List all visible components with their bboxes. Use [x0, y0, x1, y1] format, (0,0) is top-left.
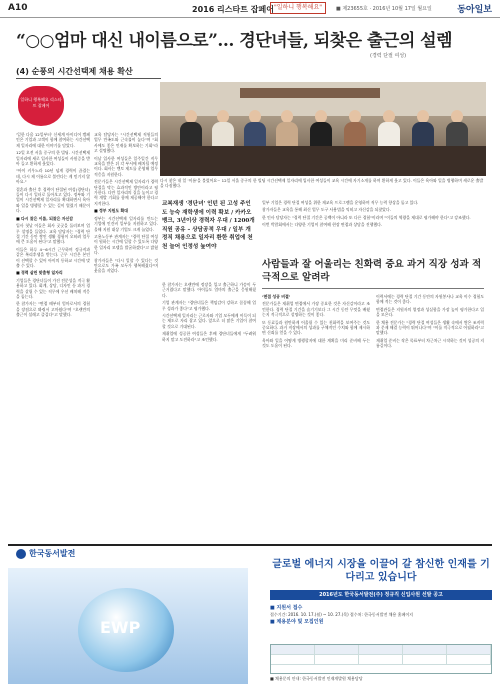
- article-paragraph: 이들은 하루 4~6시간 근무하며 정규직과 같은 복리후생을 받는다. 근무 시간은 본인이 선택할 수 있어 아이의 등하교 시간에 맞출 수 있다.: [16, 246, 90, 268]
- heart-logo: [16, 84, 66, 128]
- article-paragraph: "아이 키우느라 10년 넘게 경력이 끊겼는데, 다시 제 이름으로 불린다는 게 믿기지 않아요.": [16, 168, 90, 185]
- ad-info-heading-2: ■ 채용분야 및 모집인원: [270, 619, 324, 625]
- issue-date: ■ 제23655호 · 2016년 10월 17일 월요일: [336, 6, 432, 12]
- article-paragraph: 12일 오전 서울 중구의 한 빌딩. 시간선택제 일자리에 새로 입사한 여성들이 사원증을 받아 들고 환하게 웃었다.: [16, 150, 90, 167]
- advertisement: [8, 549, 492, 684]
- article-paragraph: 입사 첫날 이들은 회사 곳곳을 둘러보며 업무 설명을 들었다. 교육 담당자는 "경력 단절 기간 동안 쌓인 생활 경험이 오히려 업무에 큰 도움이 된다"고 말했다.: [16, 223, 90, 245]
- article-column-3: [162, 282, 256, 540]
- article-paragraph: 기업들은 경단녀들이 가진 전문성을 적극 활용하고 있다. 회계, 상담, 디자인 등 과거 경력을 살릴 수 있는 직무에 우선 배치해 적응을 돕는다.: [16, 277, 90, 299]
- ad-info-heading-1: ■ 지원서 접수: [270, 605, 303, 611]
- article-paragraph: 결혼과 출산 후 경력이 단절된 여성(경단녀)들이 다시 일터로 돌아오고 있다. 정부와 기업이 시간선택제 일자리를 확대하면서 육아와 일을 병행할 수 있는 길이 열렸기 때문이다.: [16, 186, 90, 214]
- section-title: 2016 리스타트 잡페어: [192, 5, 274, 14]
- article-paragraph: 참가자들은 교육을 통해 최신 업무 도구 사용법을 익히고 자신감을 되찾았다.: [262, 207, 391, 213]
- article-subheading: ■ 다시 찾은 이름, 되찾은 자신감: [16, 215, 74, 221]
- article-paragraph: 전문가들은 재취업 면접에서 가장 중요한 것은 자신감이라고 조언한다. 경력 단절 기간을 숨기기보다 그 시간 동안 무엇을 배웠는지 적극적으로 설명하는 것이 좋다.: [262, 301, 370, 318]
- sidebar-column-2: [376, 294, 484, 540]
- article-paragraph: 이날 입사한 여성들은 일주일간 직무 교육을 받은 뒤 각 부서에 배치될 예정이다. 회사는 멘토 제도를 운영해 업무 적응을 지원한다.: [94, 155, 158, 177]
- article-column-2: [94, 132, 158, 540]
- photo-table: [160, 146, 486, 176]
- article-paragraph: 재취업 준비는 작은 목표부터 차근차근 시작하는 것이 성공의 지름길이다.: [376, 337, 484, 349]
- photo-banner: [240, 88, 380, 98]
- page-header: [0, 0, 500, 18]
- article-subheading: ■ 경력 살린 맞춤형 일자리: [16, 270, 63, 276]
- article-paragraph: 시간선택제 일자리는 근로자와 기업 모두에게 이득이 되는 제도로 자리 잡고 있다. 앞으로 더 많은 기업이 참여할 것으로 기대된다.: [162, 313, 256, 329]
- article-paragraph: 기업 관계자는 "경단녀들은 책임감이 강하고 꼼꼼해 업무 성과가 좋다"고 평가했다.: [162, 300, 256, 311]
- article-paragraph: 참가자들은 "다시 일할 수 있다는 것만으로도 가족 모두가 행복해졌다"며 웃음을 지었다.: [94, 257, 158, 274]
- article-paragraph: 면접관들은 지원자의 열정과 성실함을 가장 높이 평가한다고 입을 모은다.: [376, 306, 484, 318]
- section-badge: "일하니 행복해요": [270, 2, 326, 14]
- headline-byline: (경력 단절 여성): [370, 53, 407, 59]
- article-paragraph: 육아와 일을 어떻게 병행할지에 대한 계획을 미리 준비해 두는 것도 도움이 된다.: [262, 337, 370, 349]
- advertiser-logo: 한국동서발전: [16, 548, 75, 559]
- pull-quote: 교복재생 '경단녀' 인턴 된 고성 주인도 능숙 재학생에 이력 확보 / 카카오뱅크, 3년이상 경력자 우대 / 1200개 직원 공유 – 상담공적 우대 / 일부 개정직 채용으로 일자리 환한 취업에 천천 늘어 인정성 높여야: [162, 201, 255, 250]
- ad-banner: 2016년도 한국동서발전(주) 정규직 신입사원 선발 공고: [270, 590, 492, 600]
- sidebar-divider: [262, 288, 484, 289]
- article-paragraph: 고용노동부 관계자는 "경력 단절 여성이 원하는 시간에 일할 수 있도록 다양한 일자리 모델을 발굴하겠다"고 밝혔다.: [94, 233, 158, 256]
- ad-divider: [8, 544, 492, 546]
- article-paragraph: 한 인사 담당자는 "경력 단절 기간은 공백이 아니라 또 다른 경험"이라며 "이들의 역량을 제대로 평가해야 한다"고 강조했다.: [262, 214, 471, 220]
- sidebar-headline: 사람들과 잘 어울리는 친화력 중요 과거 직장 성과 적극적으로 알려라: [262, 259, 482, 283]
- article-paragraph: 교육 담당자는 "시간선택제 직원들의 업무 만족도와 근속률이 높다"며 "회사에도 좋은 인재를 확보하는 기회"라고 설명했다.: [94, 132, 158, 154]
- headline: “○○엄마 대신 내이름으로”… 경단녀들, 되찾은 출근의 설렘: [16, 31, 453, 51]
- ad-visual-label: EWP: [100, 618, 141, 637]
- article-paragraph: 정부는 시간선택제 일자리를 만드는 기업에 인건비 일부를 지원하고 있다. 올해 지원 대상 기업도 크게 늘었다.: [94, 215, 158, 232]
- newspaper-logo: 동아일보: [457, 5, 492, 15]
- article-paragraph: 이력서에는 경력 단절 기간 동안의 자원봉사나 교육 이수 경험도 함께 적는 것이 좋다.: [376, 294, 484, 305]
- ad-visual: [8, 568, 248, 684]
- article-paragraph: '일한 다음 12일부터' 신세계 아이디어 캠페인은 기업과 고객이 함께 참여하는 시간선택제 일자리에 대한 이야기를 담았다.: [16, 132, 90, 148]
- series-divider: [16, 78, 161, 79]
- ad-info-text-1: 접수기간: 2016. 10. 17.(월) ~ 10. 27.(목) 접수처: 한국동서발전 채용 홈페이지: [270, 611, 414, 617]
- ad-tagline: 글로벌 에너지 시장을 이끌어 갈 참신한 인재를 기다리고 있습니다: [272, 559, 490, 583]
- article-paragraph: 이번 박람회에서는 다양한 기업이 참여해 현장 면접과 상담을 진행했다.: [262, 222, 383, 228]
- article-paragraph: 전문가들은 시간선택제 일자리가 경력 단절을 막는 효과적인 방안이라고 평가한다. 다만 일자리의 질을 높이고 경력 개발 기회를 함께 제공해야 한다고 지적한다.: [94, 179, 158, 206]
- article-subheading: ‘면접 성공 비결’: [262, 294, 291, 299]
- sidebar-column-1: [262, 294, 370, 540]
- article-column-4: [262, 200, 484, 254]
- ad-info: [270, 606, 492, 626]
- company-logo-icon: [16, 549, 26, 559]
- article-paragraph: 한 참가자는 오랜만에 정장을 입고 출근하니 가슴이 두근거렸다고 말했다. 아이들도 엄마의 출근을 응원해줬다.: [162, 282, 256, 298]
- recruitment-table: [270, 644, 492, 674]
- article-paragraph: 한 채용 전문가는 "경력 단절 여성들은 생활 속에서 쌓은 조직력과 문제 해결 능력이 뛰어나다"며 "이를 적극적으로 어필하라"고 말했다.: [376, 319, 484, 336]
- article-column-1: [16, 132, 90, 540]
- series-title: (4) 순풍의 시간선택제 채용 확산: [16, 67, 133, 76]
- article-paragraph: 일부 기업은 경력 단절 여성을 위한 재교육 프로그램을 운영하며 직무 능력 향상을 돕고 있다.: [262, 200, 419, 205]
- page-number: A10: [8, 3, 28, 13]
- article-subheading: ■ 정부 지원도 확대: [94, 208, 129, 214]
- article-paragraph: 또 동료들과 원만하게 어울릴 수 있는 친화력을 보여주는 것도 중요하다. 과거 직장에서의 성과를 구체적인 수치와 함께 제시하면 신뢰를 얻을 수 있다.: [262, 319, 370, 336]
- article-paragraph: 한 참가자는 "면접 때부터 엄마로서의 경험을 장점으로 봐줘서 고마웠다"며 "오랜만의 출근이 설레고 즐겁다"고 말했다.: [16, 301, 90, 318]
- photo-caption: 다시 찾은 내 일 '이름'을 불렀어요~ 12일 서울 중구의 한 빌딩 시간선택제 일자리에 입사한 여성들이 교육 시간에 자기소개를 하며 환하게 웃고 있다. 이들은 육아와 일을 병행하며 새로운 출발을 다짐했다.: [160, 178, 484, 189]
- article-photo: [160, 82, 486, 176]
- article-paragraph: 재취업에 성공한 여성들은 후배 경단녀들에게 "두려워하지 말고 도전하라"고 조언했다.: [162, 331, 256, 342]
- ad-contact: ■ 채용문의 안내: 한국동서발전 인재개발원 채용담당: [270, 676, 363, 681]
- heart-logo-text: 일하니 행복해요 리스타트 잡페어: [20, 97, 62, 108]
